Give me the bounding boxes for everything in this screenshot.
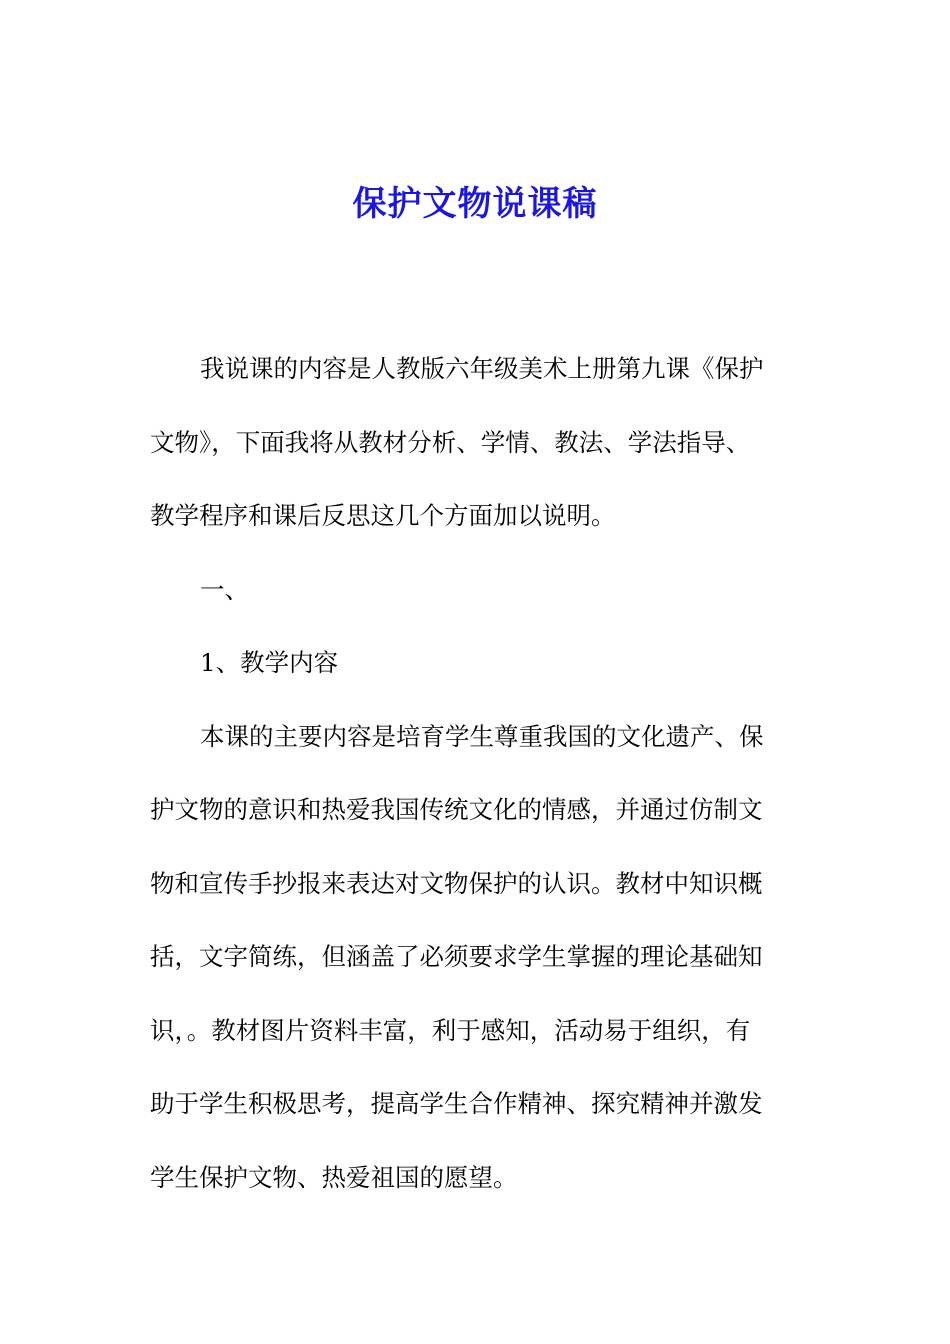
paragraph-2-line-6: 助于学生积极思考，提高学生合作精神、探究精神并激发 (150, 1089, 763, 1118)
document-title: 保护文物说课稿 (352, 184, 598, 224)
paragraph-1-line-2: 文物》，下面我将从教材分析、学情、教法、学法指导、 (150, 427, 751, 457)
paragraph-1-line-1: 我说课的内容是人教版六年级美术上册第九课《保护 (200, 354, 764, 383)
document-body (150, 332, 794, 1214)
paragraph-1-line-3: 教学程序和课后反思这几个方面加以说明。 (150, 501, 616, 530)
paragraph-2-line-3: 物和宣传手抄报来表达对文物保护的认识。教材中知识概 (150, 868, 763, 898)
paragraph-2-line-4: 括，文字简练，但涵盖了必须要求学生掌握的理论基础知 (150, 942, 763, 971)
subsection-heading-teaching-content: 1、教学内容 (200, 648, 339, 677)
paragraph-2-line-1: 本课的主要内容是培育学生尊重我国的文化遗产、保 (200, 721, 764, 751)
paragraph-2-line-7: 学生保护文物、热爱祖国的愿望。 (150, 1162, 518, 1192)
section-heading-1: 一、 (200, 574, 249, 604)
paragraph-2-line-2: 护文物的意识和热爱我国传统文化的情感，并通过仿制文 (150, 795, 763, 824)
paragraph-2-line-5: 识，。教材图片资料丰富，利于感知，活动易于组织，有 (150, 1015, 751, 1045)
